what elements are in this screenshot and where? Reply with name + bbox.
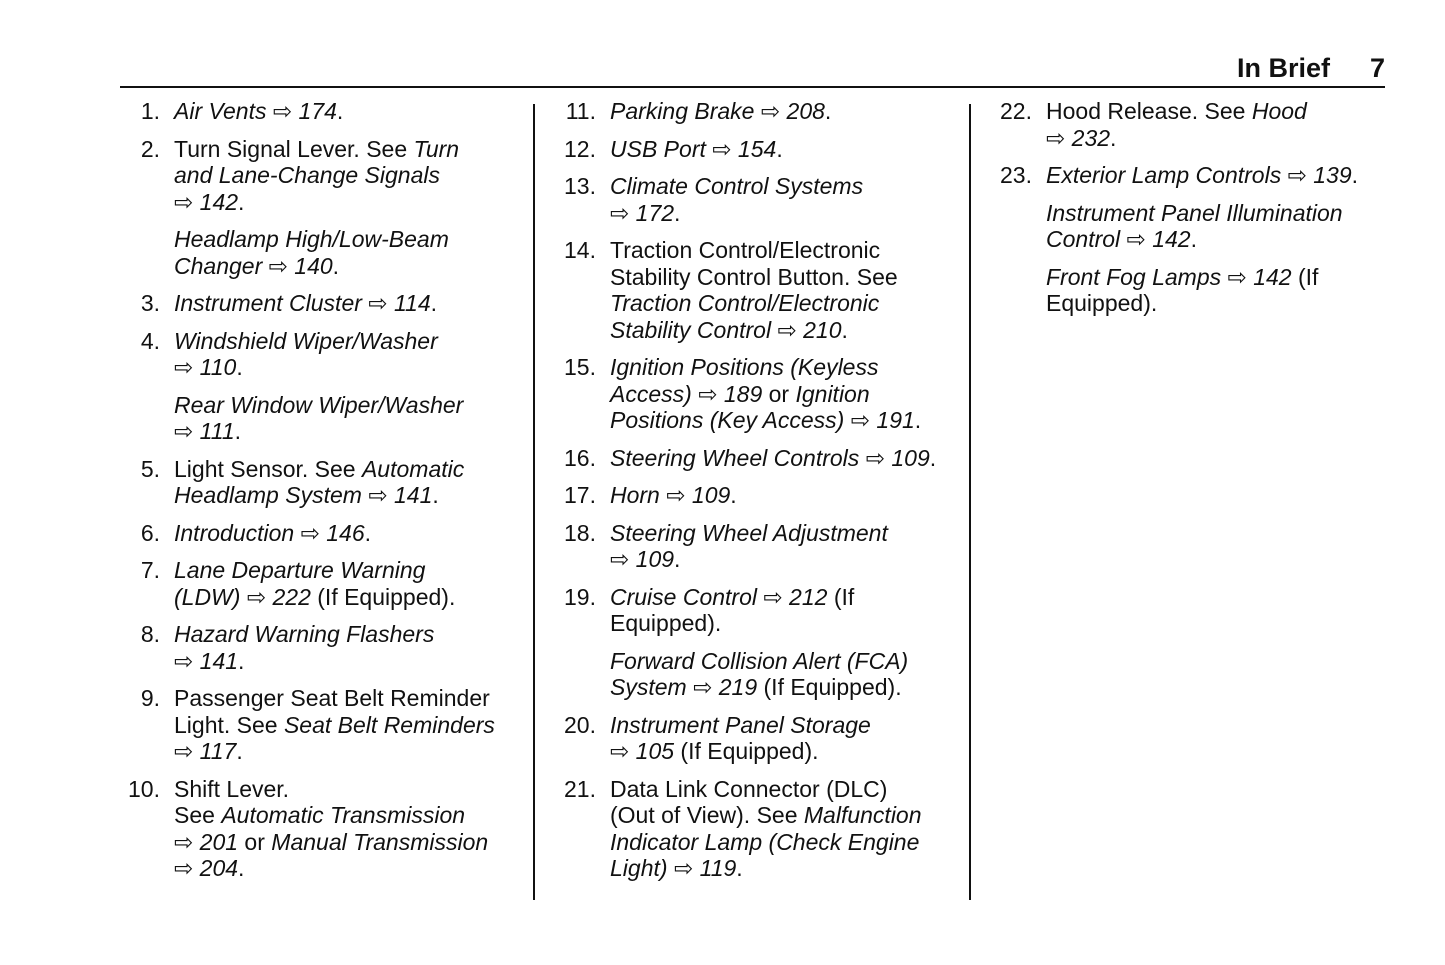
cross-reference-text: Ignition xyxy=(795,380,870,407)
list-item xyxy=(120,456,530,509)
page-reference-arrow-icon: ⇨ xyxy=(1126,226,1146,252)
plain-text: . xyxy=(1351,162,1359,188)
cross-reference-text: Instrument Cluster xyxy=(174,290,369,316)
item-number: 18. xyxy=(564,519,596,546)
text-line xyxy=(610,445,936,472)
plain-text: Traction Control/Electronic xyxy=(610,237,881,263)
cross-reference-text: Parking Brake xyxy=(610,98,761,124)
plain-text: (If xyxy=(827,583,855,610)
column-divider-2 xyxy=(969,104,971,900)
plain-text: Equipped). xyxy=(1046,290,1158,316)
column-3 xyxy=(992,98,1387,328)
text-line xyxy=(610,829,922,856)
plain-text: . xyxy=(332,252,340,279)
page-reference-arrow-icon: ⇨ xyxy=(368,290,388,316)
cross-reference-text: USB Port xyxy=(610,135,713,162)
item-number xyxy=(556,648,610,701)
item-text xyxy=(174,290,437,317)
text-line xyxy=(174,520,371,547)
item-text xyxy=(610,445,936,472)
text-line xyxy=(174,584,455,611)
cross-reference-text: 139 xyxy=(1306,162,1352,188)
page-reference-arrow-icon: ⇨ xyxy=(693,674,713,700)
item-text xyxy=(174,328,438,381)
text-line xyxy=(610,173,863,200)
cross-reference-text: Headlamp High/Low-Beam xyxy=(174,226,449,252)
cross-reference-text: Windshield Wiper/Washer xyxy=(174,327,438,354)
page-reference-arrow-icon: ⇨ xyxy=(246,583,267,610)
list-item xyxy=(992,98,1387,151)
cross-reference-text: System xyxy=(610,674,694,700)
cross-reference-text: Turn xyxy=(413,135,460,162)
cross-reference-text: Air Vents xyxy=(174,98,273,124)
item-number: 5. xyxy=(140,455,160,482)
plain-text: . xyxy=(236,738,243,764)
cross-reference-text: 201 xyxy=(193,828,239,855)
cross-reference-text: 105 xyxy=(629,738,675,764)
item-text xyxy=(174,392,463,445)
item-text xyxy=(610,237,898,343)
cross-reference-text: Headlamp System xyxy=(174,482,369,508)
list-item xyxy=(120,226,530,279)
cross-reference-text: 219 xyxy=(712,674,758,700)
plain-text: . xyxy=(841,316,848,343)
plain-text: (If Equipped). xyxy=(757,674,902,700)
plain-text: . xyxy=(432,482,439,508)
cross-reference-text: (LDW) xyxy=(174,583,247,610)
page-reference-arrow-icon: ⇨ xyxy=(673,855,694,881)
list-item xyxy=(120,685,530,765)
page-reference-arrow-icon: ⇨ xyxy=(610,199,630,226)
list-item xyxy=(556,648,966,701)
item-number: 8. xyxy=(140,621,160,647)
cross-reference-text: Seat Belt Reminders xyxy=(283,711,495,738)
item-number: 16. xyxy=(564,444,596,471)
cross-reference-text: and Lane-Change Signals xyxy=(174,162,440,188)
item-text xyxy=(174,520,371,547)
page-reference-arrow-icon: ⇨ xyxy=(666,482,686,508)
item-text xyxy=(174,456,464,509)
cross-reference-text: Traction Control/Electronic xyxy=(610,290,880,316)
plain-text: Light Sensor. See xyxy=(174,455,362,482)
item-text xyxy=(610,584,854,637)
cross-reference-text: 212 xyxy=(782,583,828,610)
plain-text: Hood Release. See xyxy=(1046,98,1252,124)
text-line xyxy=(1046,162,1358,189)
list-item xyxy=(556,237,966,343)
plain-text: Equipped). xyxy=(610,610,722,636)
cross-reference-text: 222 xyxy=(266,583,311,610)
cross-reference-text: Malfunction xyxy=(803,802,922,828)
text-line xyxy=(174,712,495,739)
plain-text: Data Link Connector (DLC) xyxy=(610,775,888,802)
cross-reference-text: Horn xyxy=(610,482,667,508)
page-header xyxy=(1237,52,1385,84)
text-line xyxy=(174,456,464,483)
page-reference-arrow-icon: ⇨ xyxy=(850,407,871,433)
plain-text: . xyxy=(238,647,245,674)
list-item xyxy=(120,520,530,547)
item-text xyxy=(610,520,888,573)
page-number: 7 xyxy=(1369,53,1385,83)
item-number: 13. xyxy=(564,173,596,199)
cross-reference-text: 117 xyxy=(193,738,237,764)
cross-reference-text: Manual Transmission xyxy=(271,828,489,855)
cross-reference-text: Positions (Key Access) xyxy=(610,407,851,433)
header-rule xyxy=(120,86,1385,88)
plain-text: (If Equipped). xyxy=(674,738,819,764)
list-item xyxy=(556,354,966,434)
text-line xyxy=(610,237,898,264)
text-line xyxy=(610,407,921,434)
item-text xyxy=(1046,98,1307,151)
plain-text: . xyxy=(238,855,245,881)
item-number: 15. xyxy=(564,354,596,380)
text-line xyxy=(174,738,495,765)
plain-text: Stability Control Button. See xyxy=(610,263,898,290)
cross-reference-text: Exterior Lamp Controls xyxy=(1046,162,1288,188)
text-line xyxy=(610,584,854,611)
text-line xyxy=(174,189,459,216)
item-number: 17. xyxy=(564,482,596,508)
cross-reference-text: Control xyxy=(1046,226,1127,252)
text-line xyxy=(174,557,455,584)
plain-text: Shift Lever. xyxy=(174,775,290,802)
item-number: 6. xyxy=(140,519,160,546)
list-item xyxy=(556,584,966,637)
cross-reference-text: Indicator Lamp (Check Engine xyxy=(610,828,920,855)
cross-reference-text: Forward Collision Alert (FCA) xyxy=(610,647,909,674)
cross-reference-text: Rear Window Wiper/Washer xyxy=(174,391,464,418)
cross-reference-text: Lane Departure Warning xyxy=(174,557,426,583)
cross-reference-text: 142 xyxy=(1246,263,1292,290)
item-text xyxy=(1046,264,1318,317)
cross-reference-text: 111 xyxy=(193,418,235,444)
page-reference-arrow-icon: ⇨ xyxy=(760,98,781,124)
page-reference-arrow-icon: ⇨ xyxy=(1046,124,1066,151)
page-reference-arrow-icon: ⇨ xyxy=(174,738,194,764)
item-number: 21. xyxy=(564,775,596,802)
cross-reference-text: Automatic xyxy=(361,455,465,482)
text-line xyxy=(610,381,921,408)
page-reference-arrow-icon: ⇨ xyxy=(174,855,194,881)
plain-text: (Out of View). See xyxy=(610,802,804,828)
text-line xyxy=(174,621,434,648)
page-reference-arrow-icon: ⇨ xyxy=(174,188,194,215)
cross-reference-text: Steering Wheel Adjustment xyxy=(610,519,888,546)
item-number: 12. xyxy=(564,135,596,162)
list-item xyxy=(992,200,1387,253)
plain-text: . xyxy=(776,135,783,162)
text-line xyxy=(174,418,463,445)
text-line xyxy=(174,354,438,381)
text-line xyxy=(610,738,871,765)
cross-reference-text: 140 xyxy=(287,252,333,279)
cross-reference-text: 232 xyxy=(1065,124,1111,151)
column-divider-1 xyxy=(533,104,535,900)
plain-text: Turn Signal Lever. See xyxy=(174,135,414,162)
text-line xyxy=(610,855,922,882)
item-number: 22. xyxy=(1000,98,1032,124)
cross-reference-text: 204 xyxy=(193,855,239,881)
text-line xyxy=(1046,125,1307,152)
plain-text: Passenger Seat Belt Reminder xyxy=(174,685,490,711)
column-2 xyxy=(556,98,966,893)
cross-reference-text: Instrument Panel Illumination xyxy=(1046,199,1343,226)
plain-text: . xyxy=(674,199,681,226)
list-item xyxy=(120,557,530,610)
item-number xyxy=(992,200,1046,253)
item-text xyxy=(610,712,871,765)
list-item xyxy=(120,98,530,125)
plain-text: or xyxy=(762,380,796,407)
page-reference-arrow-icon: ⇨ xyxy=(1227,263,1247,290)
list-item xyxy=(556,482,966,509)
page-reference-arrow-icon: ⇨ xyxy=(712,135,732,162)
item-number: 10. xyxy=(128,775,160,802)
cross-reference-text: 110 xyxy=(193,354,237,380)
list-item xyxy=(120,621,530,674)
page-reference-arrow-icon: ⇨ xyxy=(268,252,288,279)
plain-text: . xyxy=(914,407,922,433)
cross-reference-text: Automatic Transmission xyxy=(221,802,466,828)
cross-reference-text: 142 xyxy=(193,188,239,215)
item-number xyxy=(120,226,174,279)
item-number: 11. xyxy=(565,98,596,124)
text-line xyxy=(174,136,459,163)
item-number: 1. xyxy=(140,98,160,124)
cross-reference-text: Light) xyxy=(610,855,674,881)
plain-text: . xyxy=(929,444,937,471)
list-item xyxy=(120,392,530,445)
text-line xyxy=(610,200,863,227)
plain-text: . xyxy=(364,519,372,546)
item-text xyxy=(174,136,459,216)
item-number: 4. xyxy=(140,327,160,354)
cross-reference-text: 141 xyxy=(193,647,239,674)
text-line xyxy=(174,328,438,355)
list-item xyxy=(556,173,966,226)
cross-reference-text: Front Fog Lamps xyxy=(1046,263,1228,290)
column-1 xyxy=(120,98,530,893)
page-reference-arrow-icon: ⇨ xyxy=(174,354,194,380)
cross-reference-text: 172 xyxy=(629,199,675,226)
text-line xyxy=(1046,264,1318,291)
page-reference-arrow-icon: ⇨ xyxy=(300,519,320,546)
cross-reference-text: Instrument Panel Storage xyxy=(610,711,871,738)
cross-reference-text: Hood xyxy=(1251,98,1307,124)
cross-reference-text: 142 xyxy=(1145,226,1191,252)
item-number xyxy=(120,392,174,445)
text-line xyxy=(1046,290,1318,317)
plain-text: . xyxy=(674,546,681,572)
item-number xyxy=(992,264,1046,317)
item-number: 9. xyxy=(140,685,160,711)
item-text xyxy=(610,173,863,226)
cross-reference-text: 208 xyxy=(780,98,825,124)
text-line xyxy=(610,482,737,509)
cross-reference-text: 174 xyxy=(292,98,337,124)
cross-reference-text: 109 xyxy=(685,482,731,508)
list-item xyxy=(992,264,1387,317)
text-line xyxy=(174,392,463,419)
item-number: 23. xyxy=(1000,162,1032,188)
text-line xyxy=(610,136,783,163)
item-number: 7. xyxy=(140,557,160,583)
item-number: 14. xyxy=(564,237,596,263)
text-line xyxy=(610,317,898,344)
plain-text: . xyxy=(824,98,832,124)
cross-reference-text: Introduction xyxy=(174,519,301,546)
page-reference-arrow-icon: ⇨ xyxy=(865,444,885,471)
section-title: In Brief xyxy=(1236,53,1330,83)
item-text xyxy=(610,776,922,882)
list-item xyxy=(556,445,966,472)
item-text xyxy=(1046,162,1358,189)
cross-reference-text: 189 xyxy=(717,380,763,407)
cross-reference-text: 210 xyxy=(796,316,842,343)
cross-reference-text: Hazard Warning Flashers xyxy=(174,621,435,647)
page-reference-arrow-icon: ⇨ xyxy=(1287,162,1307,188)
cross-reference-text: Ignition Positions (Keyless xyxy=(610,354,879,380)
page-reference-arrow-icon: ⇨ xyxy=(698,380,718,407)
text-line xyxy=(610,290,898,317)
list-item xyxy=(120,290,530,317)
text-line xyxy=(610,546,888,573)
item-text xyxy=(610,482,737,509)
cross-reference-text: 141 xyxy=(387,482,433,508)
text-line xyxy=(610,776,922,803)
cross-reference-text: Changer xyxy=(174,252,269,279)
cross-reference-text: Access) xyxy=(610,380,699,407)
text-line xyxy=(174,802,488,829)
text-line xyxy=(174,648,434,675)
cross-reference-text: Stability Control xyxy=(610,316,778,343)
list-item xyxy=(992,162,1387,189)
text-line xyxy=(174,855,488,882)
item-text xyxy=(610,354,921,434)
plain-text: Light. See xyxy=(174,711,284,738)
text-line xyxy=(610,712,871,739)
page-reference-arrow-icon: ⇨ xyxy=(272,98,293,124)
text-line xyxy=(174,685,495,712)
text-line xyxy=(174,253,449,280)
text-line xyxy=(610,98,831,125)
page-reference-arrow-icon: ⇨ xyxy=(610,738,630,764)
plain-text: . xyxy=(730,482,737,508)
plain-text: . xyxy=(234,418,242,444)
text-line xyxy=(610,354,921,381)
cross-reference-text: Cruise Control xyxy=(610,583,764,610)
list-item xyxy=(556,520,966,573)
item-number: 2. xyxy=(140,135,160,162)
item-text xyxy=(174,621,434,674)
plain-text: or xyxy=(238,828,272,855)
item-text xyxy=(174,226,449,279)
plain-text: . xyxy=(430,290,438,316)
text-line xyxy=(610,264,898,291)
cross-reference-text: 109 xyxy=(884,444,930,471)
list-item xyxy=(556,776,966,882)
list-item xyxy=(120,136,530,216)
text-line xyxy=(610,648,908,675)
cross-reference-text: Steering Wheel Controls xyxy=(610,444,866,471)
cross-reference-text: 191 xyxy=(870,407,915,433)
list-item xyxy=(120,328,530,381)
text-line xyxy=(610,802,922,829)
plain-text: . xyxy=(236,354,243,380)
item-text xyxy=(174,98,343,125)
item-text xyxy=(1046,200,1343,253)
text-line xyxy=(610,674,908,701)
text-line xyxy=(1046,98,1307,125)
plain-text: (If xyxy=(1291,263,1319,290)
plain-text: . xyxy=(1110,124,1117,151)
list-item xyxy=(556,712,966,765)
item-number: 3. xyxy=(140,290,160,316)
item-text xyxy=(610,648,908,701)
plain-text: . xyxy=(736,855,743,881)
item-text xyxy=(174,776,488,882)
plain-text: See xyxy=(174,802,222,828)
item-text xyxy=(174,685,495,765)
page-reference-arrow-icon: ⇨ xyxy=(368,482,388,508)
text-line xyxy=(174,482,464,509)
text-line xyxy=(1046,200,1343,227)
plain-text: . xyxy=(336,98,344,124)
text-line xyxy=(610,610,854,637)
plain-text: (If Equipped). xyxy=(310,583,456,610)
text-line xyxy=(174,226,449,253)
page-reference-arrow-icon: ⇨ xyxy=(174,828,194,855)
text-line xyxy=(174,290,437,317)
text-line xyxy=(174,162,459,189)
list-item xyxy=(556,98,966,125)
page-reference-arrow-icon: ⇨ xyxy=(610,546,630,572)
plain-text: . xyxy=(1190,226,1197,252)
text-line xyxy=(1046,226,1343,253)
text-line xyxy=(610,520,888,547)
item-text xyxy=(610,136,783,163)
text-line xyxy=(174,98,343,125)
cross-reference-text: 119 xyxy=(693,855,737,881)
cross-reference-text: Climate Control Systems xyxy=(610,173,864,199)
item-text xyxy=(174,557,455,610)
cross-reference-text: 114 xyxy=(387,290,431,316)
page-reference-arrow-icon: ⇨ xyxy=(174,647,194,674)
cross-reference-text: 154 xyxy=(731,135,777,162)
text-line xyxy=(174,776,488,803)
list-item xyxy=(556,136,966,163)
text-line xyxy=(174,829,488,856)
page-reference-arrow-icon: ⇨ xyxy=(763,583,783,610)
cross-reference-text: 146 xyxy=(319,519,365,546)
plain-text: . xyxy=(238,188,245,215)
item-number: 20. xyxy=(564,711,596,738)
cross-reference-text: 109 xyxy=(629,546,675,572)
item-number: 19. xyxy=(564,583,596,610)
item-text xyxy=(610,98,831,125)
page-reference-arrow-icon: ⇨ xyxy=(174,418,194,444)
page-reference-arrow-icon: ⇨ xyxy=(777,316,797,343)
list-item xyxy=(120,776,530,882)
